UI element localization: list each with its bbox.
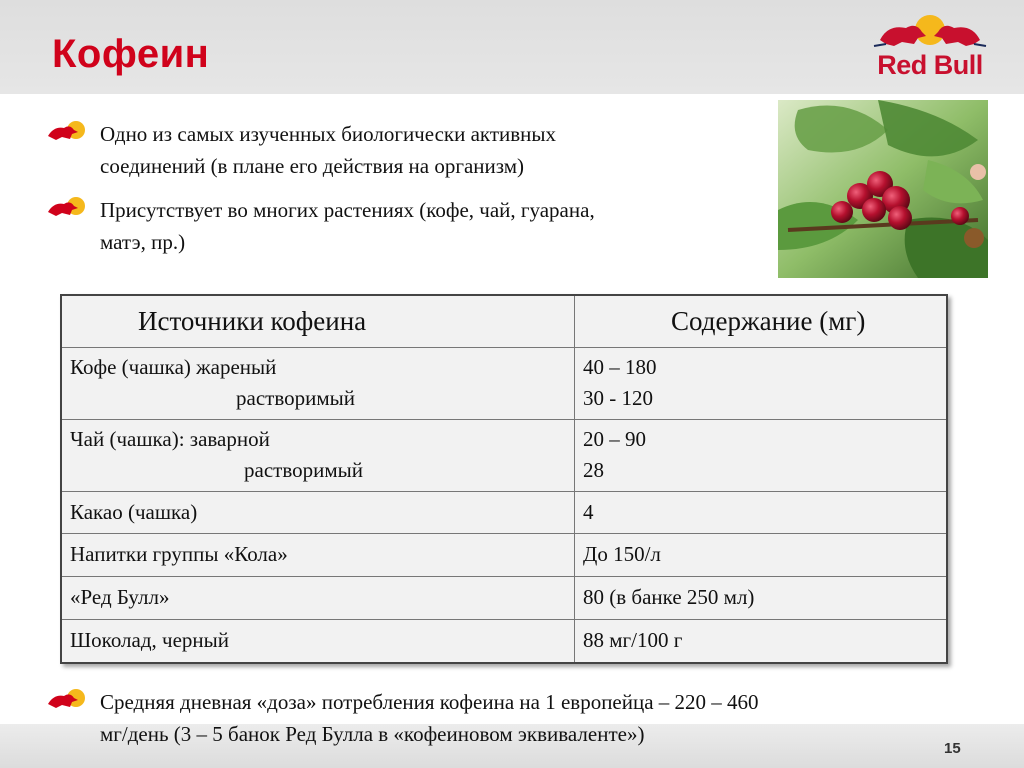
bull-icon	[46, 688, 88, 710]
table-cell-source	[61, 419, 575, 491]
logo-wordmark: Red Bull	[877, 50, 983, 80]
cell-line: Кофе (чашка) жареный	[70, 355, 277, 379]
table-cell-value	[575, 419, 948, 491]
slide-title: Кофеин	[52, 32, 210, 76]
cell-line: растворимый	[236, 386, 355, 410]
coffee-berries-photo	[778, 100, 988, 278]
table-cell-source: Шоколад, черный	[61, 619, 575, 663]
table-cell-value: До 150/л	[575, 533, 948, 576]
bullet-line: Одно из самых изученных биологически активных	[100, 122, 557, 146]
red-bull-logo	[866, 10, 994, 86]
table-cell-source: Напитки группы «Кола»	[61, 533, 575, 576]
page-number: 15	[944, 740, 961, 757]
table-cell-source: «Ред Булл»	[61, 576, 575, 619]
cell-line: 40 – 180	[583, 355, 657, 379]
table-cell-value: 88 мг/100 г	[575, 619, 948, 663]
table-row	[61, 533, 947, 576]
table-row	[61, 576, 947, 619]
bullet-line: мг/день (3 – 5 банок Ред Булла в «кофеиновом эквиваленте»)	[100, 722, 645, 746]
table-cell-value: 4	[575, 491, 948, 533]
table-row	[61, 347, 947, 419]
table-row	[61, 619, 947, 663]
table-cell-source: Какао (чашка)	[61, 491, 575, 533]
cell-line: 20 – 90	[583, 427, 646, 451]
bull-icon	[46, 196, 88, 218]
cell-line: растворимый	[244, 458, 363, 482]
table-header-source: Источники кофеина	[61, 295, 575, 347]
bullet-line: Присутствует во многих растениях (кофе, чай, гуарана,	[100, 198, 595, 222]
caffeine-table	[60, 294, 948, 664]
table-cell-source	[61, 347, 575, 419]
bullet-item	[46, 686, 759, 750]
bullet-line: соединений (в плане его действия на организм)	[100, 154, 525, 178]
table-cell-value: 80 (в банке 250 мл)	[575, 576, 948, 619]
table-header-content: Содержание (мг)	[575, 295, 948, 347]
cell-line: Чай (чашка): заварной	[70, 427, 270, 451]
cell-line: 28	[583, 458, 604, 482]
bullet-item	[46, 118, 556, 182]
bullet-line: матэ, пр.)	[100, 230, 186, 254]
bull-icon	[46, 120, 88, 142]
bullet-item	[46, 194, 595, 258]
bulls-emblem-icon	[866, 10, 994, 54]
bullet-line: Средняя дневная «доза» потребления кофеина на 1 европейца – 220 – 460	[100, 690, 759, 714]
table-header-row	[61, 295, 947, 347]
table-row	[61, 491, 947, 533]
cell-line: 30 - 120	[583, 386, 653, 410]
table-cell-value	[575, 347, 948, 419]
table-row	[61, 419, 947, 491]
